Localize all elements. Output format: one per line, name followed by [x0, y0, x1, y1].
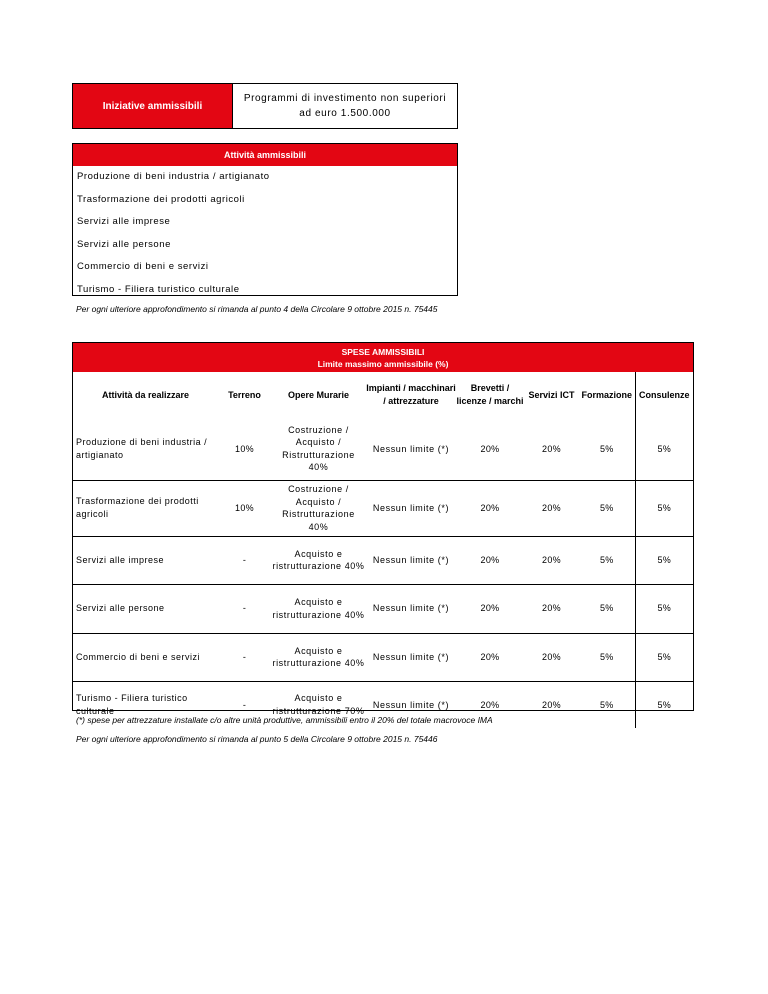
cell-formazione: 5%	[599, 699, 614, 710]
cell-terreno: 10%	[218, 480, 271, 536]
cell-opere: Acquisto e ristrutturazione 40%	[271, 584, 366, 633]
cell-brevetti: 20%	[456, 480, 524, 536]
spese-column-headers	[73, 372, 693, 418]
cell-ict: 20%	[542, 699, 561, 710]
cell-consulenze: 5%	[635, 584, 693, 633]
cell-ict: 20%	[524, 633, 579, 681]
spese-header	[73, 343, 693, 372]
column-header: Servizi ICT	[528, 389, 575, 400]
cell-attivita: Commercio di beni e servizi	[73, 633, 218, 681]
attivita-item: Servizi alle imprese	[77, 216, 171, 227]
cell-terreno: 10%	[218, 418, 271, 480]
column-header: Terreno	[228, 389, 261, 400]
attivita-item: Servizi alle persone	[77, 238, 171, 250]
cell-impianti: Nessun limite (*)	[366, 584, 456, 633]
cell-consulenze: 5%	[635, 681, 693, 728]
attivita-note: Per ogni ulteriore approfondimento si rimanda al punto 4 della Circolare 9 ottobre 2015 n. 75445	[76, 304, 438, 314]
column-header: Formazione	[581, 389, 632, 400]
cell-terreno: -	[218, 633, 271, 681]
attivita-box	[72, 143, 458, 296]
cell-consulenze: 5%	[635, 480, 693, 536]
column-header: Impianti / macchinari / attrezzature	[366, 383, 456, 406]
column-header: Attività da realizzare	[101, 389, 190, 400]
attivita-item: Turismo - Filiera turistico culturale	[77, 283, 240, 295]
cell-opere: Costruzione / Acquisto / Ristrutturazione 40%	[271, 418, 366, 480]
cell-terreno: -	[242, 699, 247, 710]
table-row	[73, 584, 693, 633]
cell-brevetti: 20%	[456, 633, 524, 681]
attivita-list	[73, 166, 457, 301]
cell-consulenze: 5%	[635, 633, 693, 681]
cell-terreno: -	[218, 584, 271, 633]
cell-attivita: Trasformazione dei prodotti agricoli	[73, 480, 218, 536]
cell-terreno: -	[218, 536, 271, 584]
cell-brevetti: 20%	[456, 584, 524, 633]
spese-subtitle: Limite massimo ammissibile (%)	[317, 358, 449, 369]
column-header: Opere Murarie	[287, 389, 350, 400]
cell-ict: 20%	[524, 480, 579, 536]
spese-table-box	[72, 342, 694, 716]
cell-attivita: Servizi alle persone	[73, 584, 218, 633]
spese-note: Per ogni ulteriore approfondimento si rimanda al punto 5 della Circolare 9 ottobre 2015 n. 75446	[76, 734, 438, 744]
table-row	[73, 418, 693, 480]
cell-formazione: 5%	[579, 633, 635, 681]
cell-opere: Costruzione / Acquisto / Ristrutturazione 40%	[271, 480, 366, 536]
cell-opere: Acquisto e ristrutturazione 40%	[271, 633, 366, 681]
cell-brevetti: 20%	[456, 536, 524, 584]
column-header: Consulenze	[635, 372, 693, 418]
cell-ict: 20%	[524, 584, 579, 633]
cell-impianti: Nessun limite (*)	[366, 418, 456, 480]
attivita-item: Trasformazione dei prodotti agricoli	[77, 193, 245, 205]
cell-attivita: Turismo - Filiera turistico culturale	[76, 692, 188, 716]
attivita-title: Attività ammissibili	[73, 144, 457, 166]
cell-brevetti: 20%	[480, 699, 500, 710]
spese-title: SPESE AMMISSIBILI	[341, 346, 425, 357]
cell-ict: 20%	[524, 536, 579, 584]
cell-formazione: 5%	[579, 480, 635, 536]
spese-table-body	[73, 418, 693, 728]
iniziative-value: Programmi di investimento non superiori ad euro 1.500.000	[232, 84, 457, 128]
cell-attivita: Produzione di beni industria / artigianato	[73, 418, 218, 480]
iniziative-box	[72, 83, 458, 129]
table-row	[73, 536, 693, 584]
cell-formazione: 5%	[579, 536, 635, 584]
attivita-item: Commercio di beni e servizi	[77, 261, 209, 272]
cell-impianti: Nessun limite (*)	[366, 480, 456, 536]
cell-impianti: Nessun limite (*)	[366, 536, 456, 584]
cell-impianti: Nessun limite (*)	[372, 699, 450, 710]
table-row	[73, 480, 693, 536]
iniziative-label: Iniziative ammissibili	[73, 84, 232, 128]
attivita-item: Produzione di beni industria / artigianato	[77, 171, 270, 182]
cell-attivita: Servizi alle imprese	[73, 536, 218, 584]
cell-opere: Acquisto e ristrutturazione 40%	[271, 536, 366, 584]
cell-formazione: 5%	[579, 584, 635, 633]
spese-table	[73, 372, 693, 728]
cell-ict: 20%	[524, 418, 579, 480]
cell-brevetti: 20%	[456, 418, 524, 480]
table-row	[73, 633, 693, 681]
cell-impianti: Nessun limite (*)	[366, 633, 456, 681]
spese-footnote: (*) spese per attrezzature installate c/o altre unità produttive, ammissibili entro il 20% del totale macrovoce IMA	[76, 715, 493, 725]
cell-formazione: 5%	[579, 418, 635, 480]
cell-consulenze: 5%	[635, 418, 693, 480]
cell-opere: Acquisto e ristrutturazione 70%	[272, 693, 365, 716]
column-header: Brevetti / licenze / marchi	[456, 383, 524, 406]
cell-consulenze: 5%	[635, 536, 693, 584]
